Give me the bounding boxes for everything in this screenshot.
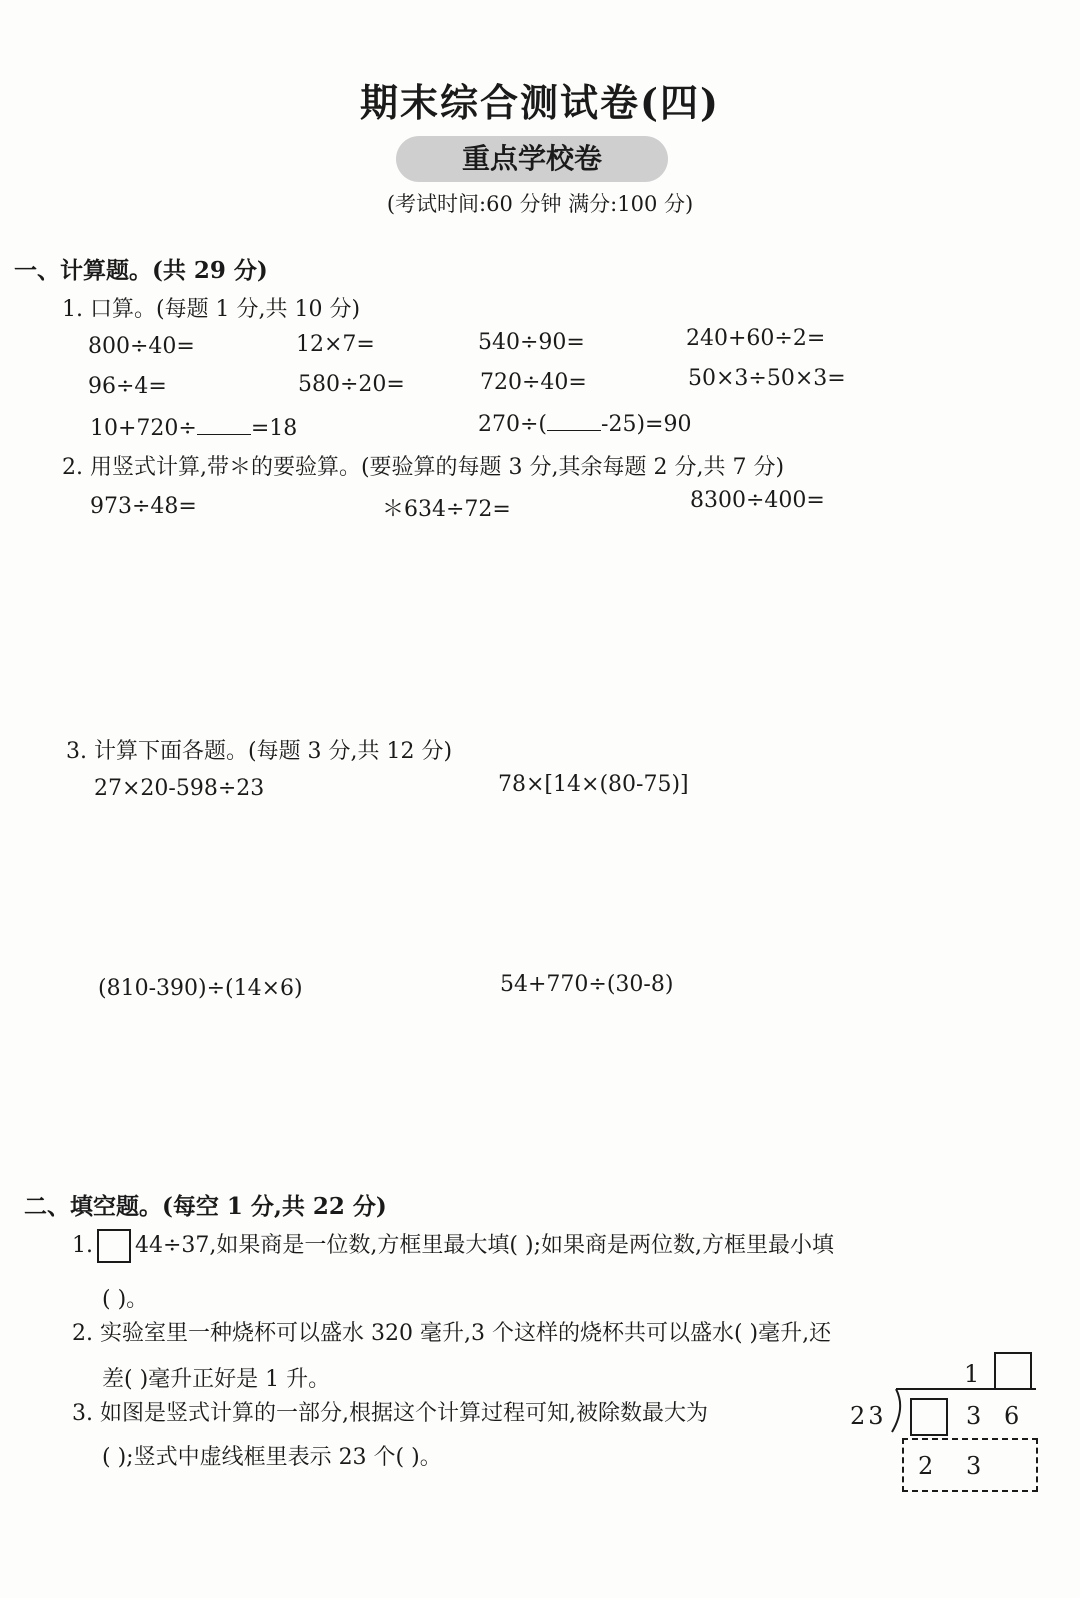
fill-q1-line2: ( )。 bbox=[102, 1287, 149, 1312]
q3-label: 3. 计算下面各题。(每题 3 分,共 12 分) bbox=[66, 739, 453, 764]
oral-item: 240+60÷2= bbox=[686, 326, 826, 351]
calc-item: (810-390)÷(14×6) bbox=[98, 976, 303, 1001]
dividend-digit: 3 bbox=[966, 1402, 982, 1430]
fill-q1-line1 bbox=[72, 1228, 834, 1263]
fill-q3-line1: 3. 如图是竖式计算的一部分,根据这个计算过程可知,被除数最大为 bbox=[72, 1401, 708, 1426]
product-digit: 3 bbox=[966, 1452, 982, 1480]
blank-b-prefix: 270÷( bbox=[478, 412, 548, 437]
fill-blank-item-b bbox=[478, 410, 691, 437]
fill-q2-line1: 2. 实验室里一种烧杯可以盛水 320 毫升,3 个这样的烧杯共可以盛水( )毫升,还 bbox=[72, 1321, 832, 1346]
oral-item: 720÷40= bbox=[480, 370, 587, 395]
section-1-title: 一、计算题。(共 29 分) bbox=[14, 257, 268, 284]
exam-info: (考试时间:60 分钟 满分:100 分) bbox=[386, 192, 694, 216]
dividend-digit: 6 bbox=[1004, 1402, 1020, 1430]
q1-number: 1. bbox=[72, 1233, 93, 1258]
blank-a-prefix: 10+720÷ bbox=[90, 416, 197, 441]
section-2-title: 二、填空题。(每空 1 分,共 22 分) bbox=[24, 1193, 387, 1220]
oral-item: 800÷40= bbox=[88, 334, 195, 359]
quotient-digit: 1 bbox=[964, 1360, 980, 1388]
product-digit: 2 bbox=[918, 1452, 934, 1480]
calc-item: 54+770÷(30-8) bbox=[500, 972, 674, 997]
fill-blank-item-a bbox=[90, 414, 297, 441]
q1-label: 1. 口算。(每题 1 分,共 10 分) bbox=[62, 297, 361, 322]
oral-item: 96÷4= bbox=[88, 374, 167, 399]
digit-box[interactable] bbox=[97, 1229, 131, 1263]
answer-blank[interactable] bbox=[547, 410, 601, 431]
vertical-calc-item: ＊634÷72= bbox=[382, 497, 511, 522]
q2-label: 2. 用竖式计算,带＊的要验算。(要验算的每题 3 分,其余每题 2 分,共 7 分) bbox=[62, 455, 785, 480]
page-title: 期末综合测试卷(四) bbox=[360, 80, 720, 125]
vertical-calc-item: 8300÷400= bbox=[690, 488, 825, 513]
dividend-box[interactable] bbox=[910, 1398, 948, 1436]
oral-item: 12×7= bbox=[296, 332, 375, 357]
oral-item: 580÷20= bbox=[298, 372, 405, 397]
fill-q3-line2: ( );竖式中虚线框里表示 23 个( )。 bbox=[102, 1445, 442, 1470]
exam-type-badge: 重点学校卷 bbox=[396, 136, 668, 182]
vertical-calc-item: 973÷48= bbox=[90, 494, 197, 519]
quotient-box[interactable] bbox=[994, 1352, 1032, 1390]
calc-item: 78×[14×(80-75)] bbox=[498, 772, 689, 797]
answer-blank[interactable] bbox=[197, 414, 251, 435]
blank-b-suffix: -25)=90 bbox=[601, 412, 692, 437]
blank-a-suffix: =18 bbox=[250, 416, 298, 441]
calc-item: 27×20-598÷23 bbox=[94, 776, 265, 801]
oral-item: 50×3÷50×3= bbox=[688, 366, 846, 391]
oral-item: 540÷90= bbox=[478, 330, 585, 355]
fill-q2-line2: 差( )毫升正好是 1 升。 bbox=[102, 1367, 331, 1392]
divisor: 23 bbox=[850, 1402, 887, 1430]
q1-text: 44÷37,如果商是一位数,方框里最大填( );如果商是两位数,方框里最小填 bbox=[135, 1233, 834, 1258]
